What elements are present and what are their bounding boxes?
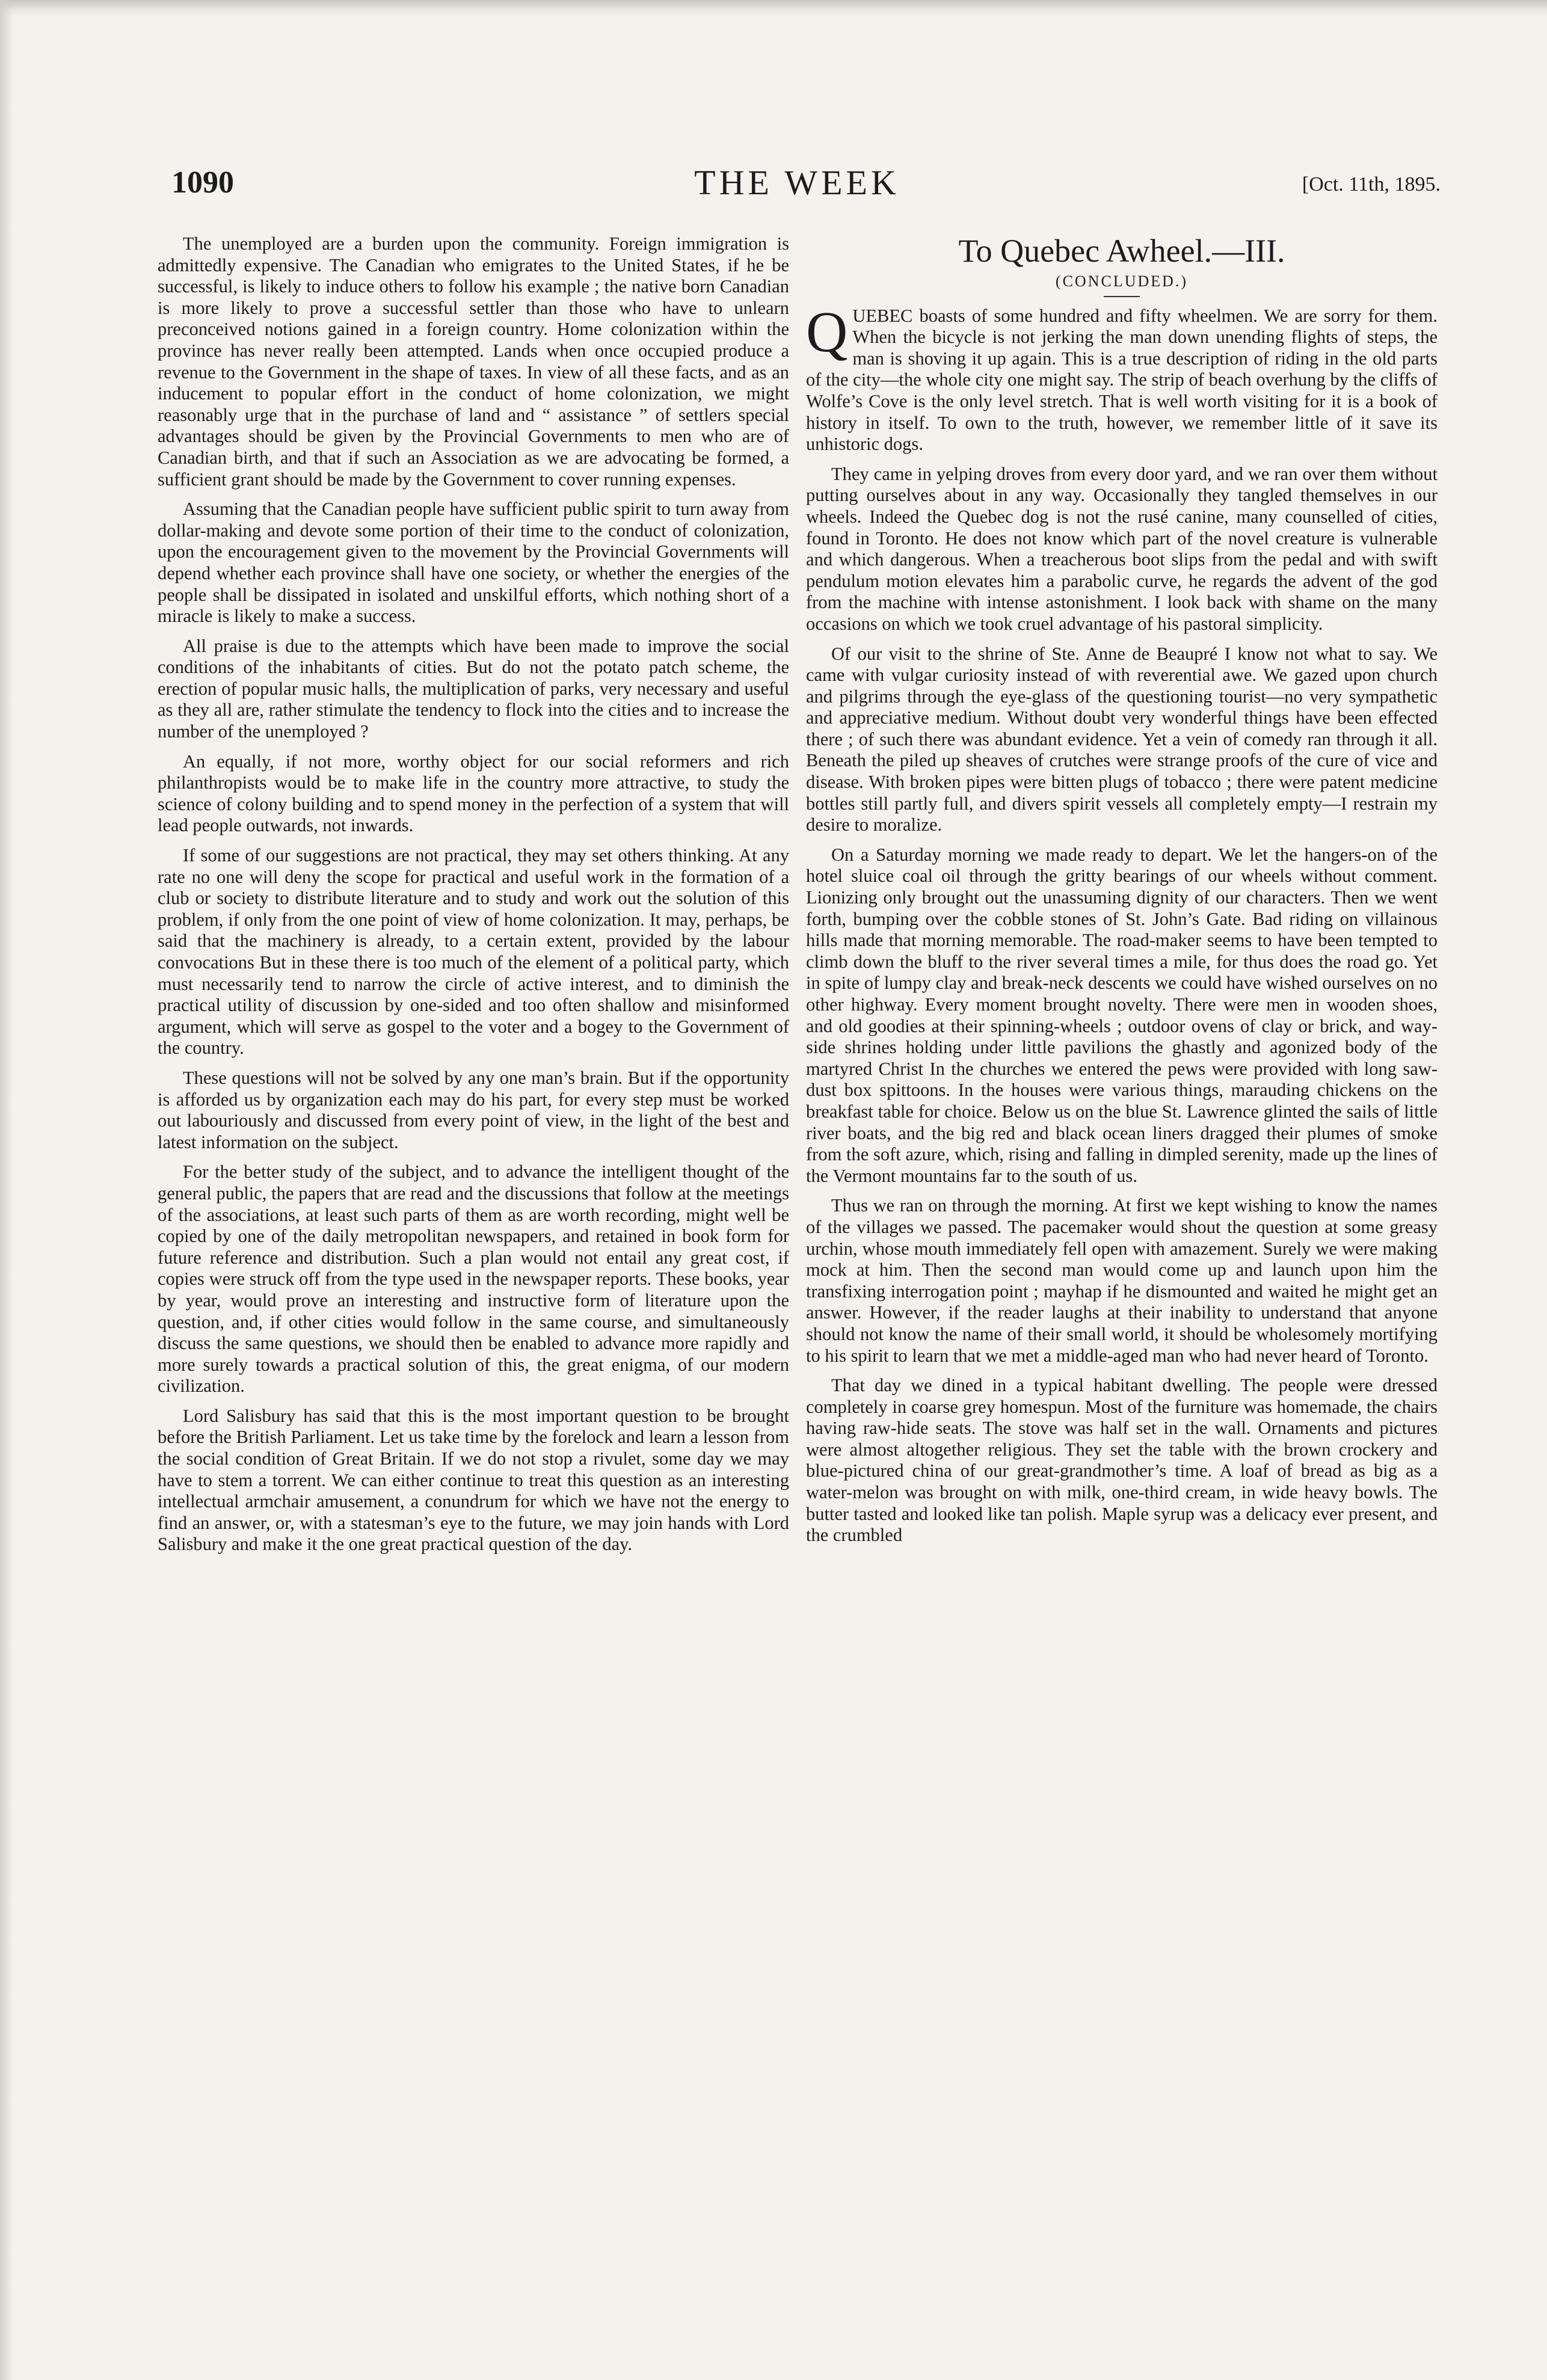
paragraph: They came in yelping droves from every door yard, and we ran over them without putting ourselves about in any way. Occasionally they tangled themselves in our wheels. Indeed the Quebec dog is not the rusé canine, many counselled of cities, found in Toronto. He does not know which part of the novel creature is vulnerable and which dangerous. When a treacherous boot slips from the pedal and with swift pendulum motion elevates him a parabolic curve, he regards the advent of the god from the machine with intense astonishment. I look back with shame on the many occasions on which we took cruel advantage of his pastoral simplicity. [806,463,1438,634]
paragraph: That day we dined in a typical habitant dwelling. The people were dressed completely in coarse grey homespun. Most of the furniture was homemade, the chairs having raw-hide seats. The stove was half set in the wall. Ornaments and pictures were almost altogether religious. They set the table with the brown crockery and blue-pictured china of our great-grandmother’s time. A loaf of bread as big as a water-melon was brought on with milk, one-third cream, in wide heavy bowls. The butter tasted and looked like tan polish. Maple syrup was a delicacy ever present, and the crumbled [806,1375,1438,1546]
paragraph: These questions will not be solved by any one man’s brain. But if the opportunity is afforded us by organization each may do his part, for every step must be worked out labouriously and discussed from every point of view, in the light of the best and latest information on the subject. [158,1067,789,1152]
journal-title: THE WEEK [694,163,900,202]
paragraph: On a Saturday morning we made ready to depart. We let the hangers-on of the hotel sluice coal oil through the gritty bearings of our wheels without comment. Lionizing only brought out the unassuming dignity of our characters. Then we went forth, bumping over the cobble stones of St. John’s Gate. Bad riding on villainous hills made that morning memorable. The road-maker seems to have been tempted to climb down the bluff to the river several times a mile, for thus does the road go. Yet in spite of lumpy clay and break-neck descents we could have wished ourselves on no other highway. Every moment brought novelty. There were men in wooden shoes, and old goodies at their spinning-wheels ; outdoor ovens of clay or brick, and way-side shrines holding under little pavilions the ghastly and agonized body of the martyred Christ In the churches we entered the pews were provided with long saw-dust box spittoons. In the houses were various things, marauding chickens on the breakfast table for choice. Below us on the blue St. Lawrence glinted the sails of little river boats, and the big red and black ocean liners dragged their plumes of smoke from the soft azure, which, rising and falling in dimpled serenity, made up the lines of the Vermont mountains far to the south of us. [806,844,1438,1186]
scan-edge-left [0,0,13,2380]
paragraph: Lord Salisbury has said that this is the most important question to be brought before the British Parliament. Let us take time by the forelock and learn a lesson from the social condition of Great Britain. If we do not stop a rivulet, some day we may have to stem a torrent. We can either continue to treat this question as an interesting intellectual armchair amusement, a conundrum for which we have not the energy to find an answer, or, with a statesman’s eye to the future, we may join hands with Lord Salisbury and make it the one great practical question of the day. [158,1405,789,1555]
page-number: 1090 [171,165,234,200]
opening-paragraph [806,299,1438,455]
paragraph: If some of our suggestions are not practical, they may set others thinking. At any rate no one will deny the scope for practical and useful work in the formation of a club or society to distribute literature and to study and work out the solution of this problem, if only from the one point of view of home colonization. It may, perhaps, be said that the machinery is already, to a certain extent, provided by the labour convocations But in these there is too much of the element of a political party, which must necessarily tend to narrow the circle of active interest, and to diminish the practical utility of discussion by one-sided and too often shallow and misinformed argument, which will serve as gospel to the voter and a bogey to the Government of the country. [158,845,789,1059]
article-title: To Quebec Awheel.—III. [958,233,1285,269]
paragraph: Of our visit to the shrine of Ste. Anne de Beaupré I know not what to say. We came with vulgar curiosity instead of with reverential awe. We gazed upon church and pilgrims through the eye-glass of the questioning tourist—no very sympathetic and appreciative medium. Without doubt very wonderful things have been effected there ; of such there was abundant evidence. Yet a vein of comedy ran through it all. Beneath the piled up sheaves of crutches were strange proofs of the cure of vice and disease. With broken pipes were bitten plugs of tobacco ; there were patent medicine bottles still partly full, and divers spirit vessels all completely empty—I restrain my desire to moralize. [806,643,1438,835]
paragraph: Assuming that the Canadian people have sufficient public spirit to turn away from dollar-making and devote some portion of their time to the conduct of colonization, upon the encouragement given to the movement by the Provincial Governments will depend whether each province shall have one society, or whether the energies of the people shall be dissipated in isolated and unskilful efforts, which nothing short of a miracle is likely to make a success. [158,499,789,627]
paragraph: Thus we ran on through the morning. At first we kept wishing to know the names of the villages we passed. The pacemaker would shout the question at some greasy urchin, whose mouth immediately fell open with amazement. Surely we were making mock at him. Then the second man would come up and launch upon him the transfixing interrogation point ; mayhap if he dismounted and waited he might get an answer. However, if the reader laughs at their inability to understand that anyone should not know the name of their small world, it should be wholesomely mortifying to his spirit to learn that we met a middle-aged man who had never heard of Toronto. [806,1195,1438,1366]
left-column [158,233,789,2302]
opening-text: UEBEC boasts of some hundred and fifty wheelmen. We are sorry for them. When the bicycle is not jerking the man down unending flights of steps, the man is shoving it up again. This is a true description of riding in the old parts of the city—the whole city one might say. The strip of beach overhung by the cliffs of Wolfe’s Cove is the only level stretch. That is well worth visiting for it is a book of history in itself. To own to the truth, however, we remember little of it save its unhistoric dogs. [806,305,1438,455]
right-column [806,233,1438,2302]
paragraph: An equally, if not more, worthy object for our social reformers and rich philanthropists would be to make life in the country more attractive, to study the science of colony building and to spend money in the perfection of a system that will lead people outwards, not inwards. [158,751,789,836]
article-subtitle: (CONCLUDED.) [1055,272,1189,290]
drop-cap: Q [806,299,848,364]
paragraph: For the better study of the subject, and to advance the intelligent thought of the general public, the papers that are read and the discussions that follow at the meetings of the associations, at least such parts of them as are worth recording, might well be copied by one of the daily metropolitan newspapers, and retained in book form for future reference and distribution. Such a plan would not entail any great cost, if copies were struck off from the type used in the newspaper reports. These books, year by year, would prove an interesting and instructive form of literature upon the question, and, if other cities would follow in the same course, and simultaneously discuss the same questions, we should then be enabled to advance more rapidly and more surely towards a practical solution of this, the great enigma, of our modern civilization. [158,1161,789,1397]
issue-date: [Oct. 11th, 1895. [1302,173,1441,195]
paragraph: All praise is due to the attempts which have been made to improve the social conditions of the inhabitants of cities. But do not the potato patch scheme, the erection of popular music halls, the multiplication of parks, very necessary and useful as they all are, rather stimulate the tendency to flock into the cities and to increase the number of the unemployed ? [158,635,789,742]
paragraph: The unemployed are a burden upon the community. Foreign immigration is admittedly expensive. The Canadian who emigrates to the United States, if he be successful, is likely to induce others to follow his example ; the native born Canadian is more likely to prove a successful settler than those who have to unlearn preconceived notions gained in a foreign country. Home colonization within the province has never really been attempted. Lands when once occupied produce a revenue to the Government in the shape of taxes. In view of all these facts, and as an inducement to popular effort in the conduct of home colonization, we might reasonably urge that in the purchase of land and “ assistance ” of settlers special advantages should be given by the Provincial Governments to men who are of Canadian birth, and that if such an Association as we are advocating be formed, a sufficient grant should be made by the Government to cover running expenses. [158,233,789,490]
scan-edge-top [0,0,1547,17]
page-header [153,162,1441,211]
title-rule [1104,296,1140,297]
